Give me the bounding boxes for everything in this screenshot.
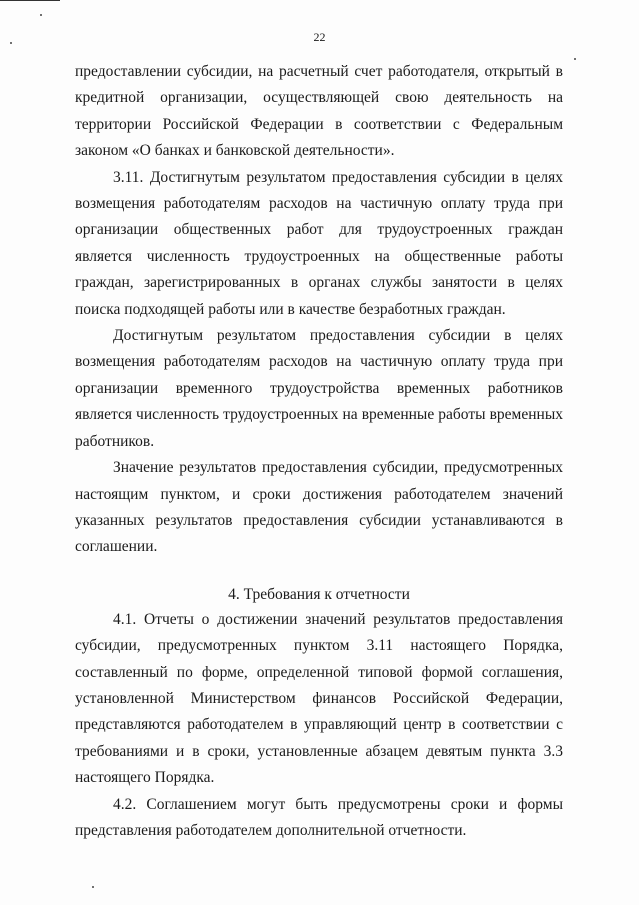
scan-speck — [40, 14, 42, 16]
page-number: 22 — [313, 30, 326, 44]
paragraph-3-11: 3.11. Достигнутым результатом предоставления субсидии в целях возмещения работодателям расходов на частичную оплату труда при организации общественных работ для трудоустроенных граждан является численность трудоустроенных на общественные работы граждан, зарегистрированных в органах службы занятости в целях поиска подходящей работы или в качестве безработных граждан. — [75, 168, 563, 318]
section-spacer — [75, 561, 563, 583]
section-heading: 4. Требования к отчетности — [228, 585, 410, 603]
paragraph-temporary-workers: Достигнутым результатом предоставления субсидии в целях возмещения работодателям расходов на частичную оплату труда при организации временного трудоустройства временных работников является численность трудоустроенных на временные работы временных работников. — [75, 327, 563, 450]
scan-speck — [574, 58, 576, 60]
paragraph-result-values: Значение результатов предоставления субсидии, предусмотренных настоящим пунктом, и сроки достижения работодателем значений указанных результатов предоставления субсидии устанавливаются в соглашении. — [75, 459, 563, 556]
scan-corner-mark — [0, 0, 60, 1]
paragraph-4-1: 4.1. Отчеты о достижении значений результатов предоставления субсидии, предусмотренных пунктом 3.11 настоящего Порядка, составленный по форме, определенной типовой формой соглашения, установленной Министерством финансов Российской Федерации, представляются работодателем в управляющий центр в соответствии с требованиями и в сроки, установленные абзацем девятым пункта 3.3 настоящего Порядка. — [75, 610, 563, 787]
body-text-top — [75, 59, 563, 844]
paragraph-4-2: 4.2. Соглашением могут быть предусмотрены сроки и формы представления работодателем дополнительной отчетности. — [75, 795, 563, 839]
paragraph-continuation: предоставлении субсидии, на расчетный счет работодателя, открытый в кредитной организации, осуществляющей свою деятельность на территории Российской Федерации в соответствии с Федеральным законом «О банках и банковской деятельности». — [75, 63, 563, 160]
scan-speck — [92, 886, 94, 888]
